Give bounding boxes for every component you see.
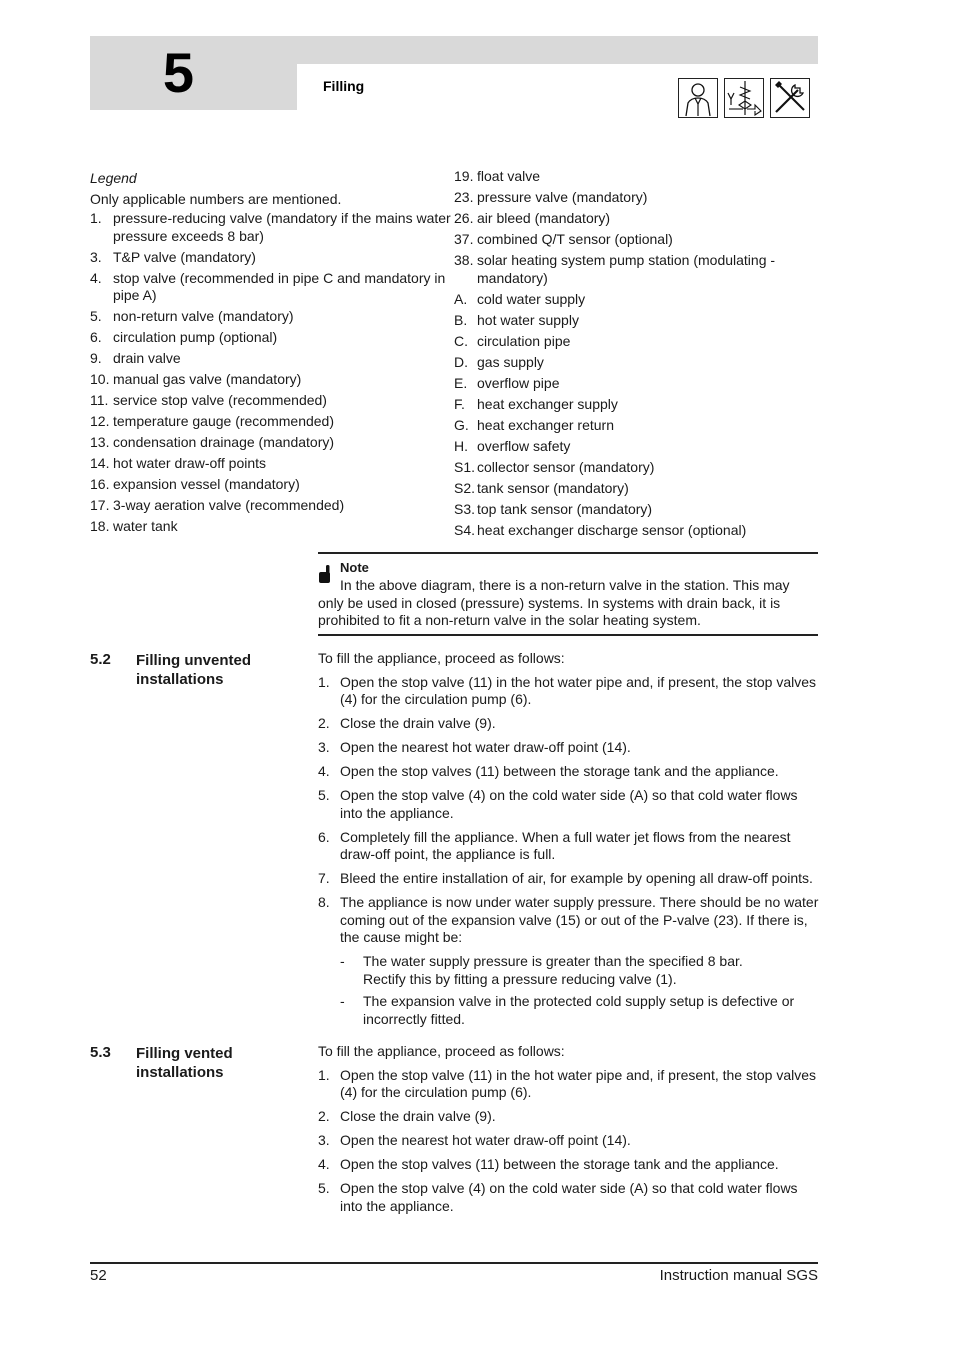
step-item-number: 5. — [318, 1180, 330, 1196]
legend-item-text: overflow pipe — [477, 374, 560, 391]
step-item — [318, 763, 820, 781]
legend-item-number: 6. — [90, 329, 102, 345]
service-tools-icon — [770, 78, 810, 118]
step-item-number: 4. — [318, 763, 330, 779]
legend-item-number: C. — [454, 332, 468, 349]
audience-icons — [678, 78, 810, 118]
page-number: 52 — [90, 1267, 107, 1284]
legend-item — [454, 252, 818, 287]
legend-item — [454, 459, 818, 477]
legend-item-number: D. — [454, 353, 468, 370]
sub-item-dash: - — [340, 993, 345, 1009]
step-item-text: The appliance is now under water supply pressure. There should be no water coming out of the expansion valve (15) or out of the P-valve (23). If there is, the cause might be: — [340, 894, 819, 945]
legend-item-text: stop valve (recommended in pipe C and mandatory in pipe A) — [113, 269, 446, 303]
step-item — [318, 1156, 820, 1174]
legend-item-number: 12. — [90, 413, 110, 429]
legend-item-number: 13. — [90, 434, 110, 450]
step-item-text: Open the nearest hot water draw-off point (14). — [340, 739, 631, 755]
legend-intro: Only applicable numbers are mentioned. — [90, 191, 342, 207]
legend-left-column — [90, 168, 452, 539]
legend-item — [454, 501, 818, 519]
legend-item — [90, 350, 452, 368]
section-5-2-intro: To fill the appliance, proceed as follows: — [318, 650, 565, 666]
legend-item — [454, 210, 818, 228]
legend-item-text: tank sensor (mandatory) — [477, 479, 629, 496]
legend-right-column — [454, 168, 818, 543]
section-5-3-number: 5.3 — [90, 1044, 111, 1061]
legend-item — [90, 518, 452, 536]
step-item-number: 3. — [318, 739, 330, 755]
legend-item — [454, 396, 818, 414]
section-5-3-steps — [318, 1067, 820, 1216]
legend-item — [90, 249, 452, 267]
legend-item — [454, 312, 818, 330]
step-item-text: Open the stop valve (11) in the hot water pipe and, if present, the stop valves (4) for the circulation pump (6). — [340, 673, 817, 707]
legend-item — [454, 354, 818, 372]
legend-item-text: pressure valve (mandatory) — [477, 189, 648, 205]
legend-item-text: heat exchanger discharge sensor (optional) — [477, 521, 747, 538]
step-item-number: 6. — [318, 828, 330, 845]
legend-item — [454, 231, 818, 249]
step-item — [318, 1067, 820, 1102]
legend-item-number: S2. — [454, 479, 476, 496]
step-item — [318, 674, 820, 709]
legend-item-text: float valve — [477, 168, 541, 184]
step-item — [318, 829, 820, 864]
legend-item-number: 1. — [90, 210, 102, 226]
note-line-3: prohibited to fit a non-return valve in the solar heating system. — [318, 612, 701, 628]
step-item-text: Open the nearest hot water draw-off point (14). — [340, 1132, 631, 1148]
legend-item-text: circulation pump (optional) — [113, 329, 278, 345]
step-item — [318, 870, 820, 888]
step-item-number: 1. — [318, 1066, 330, 1083]
legend-item — [90, 392, 452, 410]
legend-item-number: E. — [454, 374, 468, 391]
step-item-text: Open the stop valve (11) in the hot water pipe and, if present, the stop valves (4) for the circulation pump (6). — [340, 1066, 817, 1100]
step-item-number: 2. — [318, 1108, 330, 1124]
step-item — [318, 787, 820, 822]
legend-item-number: F. — [454, 395, 465, 412]
section-5-2-steps — [318, 674, 820, 947]
legend-item — [454, 375, 818, 393]
legend-item — [454, 291, 818, 309]
legend-item-number: H. — [454, 437, 468, 454]
step-item-number: 1. — [318, 673, 330, 690]
chapter-number: 5 — [162, 41, 195, 104]
legend-item-text: overflow safety — [477, 437, 571, 454]
legend-item — [454, 189, 818, 207]
step-item-text: Close the drain valve (9). — [340, 1108, 496, 1124]
legend-item-number: 9. — [90, 350, 102, 366]
step-item — [318, 894, 820, 947]
section-5-3-body — [318, 1043, 820, 1222]
sub-item — [340, 953, 820, 988]
section-5-2-subitems — [318, 953, 820, 1028]
legend-item-text: circulation pipe — [477, 332, 571, 349]
legend-item — [90, 329, 452, 347]
legend-item-text: gas supply — [477, 353, 544, 370]
sub-item-text — [363, 953, 820, 988]
legend-item-number: 11. — [90, 392, 109, 408]
legend-item-number: 3. — [90, 248, 102, 265]
legend-item-number: 14. — [90, 455, 110, 471]
sub-item-dash: - — [340, 953, 345, 969]
legend-item — [454, 168, 818, 186]
legend-item — [90, 308, 452, 326]
section-5-3-title: Filling vented installations — [136, 1045, 233, 1081]
legend-item-number: 19. — [454, 168, 474, 184]
step-item — [318, 739, 820, 757]
note-line-1: In the above diagram, there is a non-return valve in the station. This may — [340, 577, 790, 593]
legend-item-text: expansion vessel (mandatory) — [113, 476, 300, 492]
step-item-text: Open the stop valves (11) between the storage tank and the appliance. — [340, 763, 779, 779]
legend-item-number: 18. — [90, 518, 110, 534]
legend-item-text: cold water supply — [477, 290, 586, 307]
section-5-2-number: 5.2 — [90, 651, 111, 668]
legend-item-text: T&P valve (mandatory) — [113, 248, 256, 265]
step-item-number: 2. — [318, 715, 330, 731]
note-line-2: only be used in closed (pressure) systems. In systems with drain back, it is — [318, 594, 781, 611]
step-item-text: Open the stop valves (11) between the storage tank and the appliance. — [340, 1156, 779, 1172]
legend-item — [454, 333, 818, 351]
legend-item — [90, 455, 452, 473]
legend-item-number: 4. — [90, 269, 102, 286]
legend-item-text: solar heating system pump station (modulating - mandatory) — [477, 252, 776, 286]
legend-item-number: 16. — [90, 476, 110, 492]
step-item — [318, 1180, 820, 1215]
legend-item-text: hot water draw-off points — [113, 455, 267, 471]
step-item-number: 4. — [318, 1156, 330, 1172]
legend-title: Legend — [90, 170, 137, 186]
legend-item-text: manual gas valve (mandatory) — [113, 371, 302, 387]
step-item-text: Close the drain valve (9). — [340, 715, 496, 731]
legend-item-number: A. — [454, 290, 468, 307]
legend-item-text: heat exchanger supply — [477, 395, 618, 412]
installer-valve-icon — [724, 78, 764, 118]
legend-item — [90, 476, 452, 494]
step-item — [318, 715, 820, 733]
step-item — [318, 1132, 820, 1150]
note-text — [318, 577, 818, 630]
legend-right-list — [454, 168, 818, 539]
legend-item — [454, 480, 818, 498]
legend-item-number: 26. — [454, 210, 474, 226]
legend-item-number: S4. — [454, 521, 476, 538]
legend-item-number: 38. — [454, 252, 474, 268]
legend-item-number: S3. — [454, 500, 476, 517]
section-5-3-intro: To fill the appliance, proceed as follows: — [318, 1043, 565, 1059]
sub-item-line-2: Rectify this by fitting a pressure reducing valve (1). — [363, 970, 677, 987]
legend-item-text: 3-way aeration valve (recommended) — [113, 497, 345, 513]
legend-item-text: collector sensor (mandatory) — [477, 458, 655, 475]
legend-item — [90, 497, 452, 515]
legend-item — [90, 413, 452, 431]
legend-item-text: water tank — [113, 518, 178, 534]
legend-item-text: non-return valve (mandatory) — [113, 308, 294, 324]
legend-item — [90, 270, 452, 305]
legend-item-number: S1. — [454, 458, 476, 475]
step-item-number: 8. — [318, 894, 330, 910]
step-item-number: 3. — [318, 1132, 330, 1148]
legend-item — [454, 438, 818, 456]
legend-item — [90, 210, 452, 245]
legend-item — [90, 434, 452, 452]
legend-item-text: condensation drainage (mandatory) — [113, 434, 335, 450]
user-icon — [678, 78, 718, 118]
legend-item-text: drain valve — [113, 350, 181, 366]
legend-item-text: top tank sensor (mandatory) — [477, 500, 653, 517]
legend-item-number: 10. — [90, 371, 110, 387]
legend-item-text: pressure-reducing valve (mandatory if the mains water pressure exceeds 8 bar) — [113, 210, 451, 244]
step-item — [318, 1108, 820, 1126]
sub-item-line-1: The expansion valve in the protected cold supply setup is defective or incorrectly fitted. — [363, 993, 795, 1027]
footer-rule — [90, 1262, 818, 1264]
document-title: Instruction manual SGS — [659, 1267, 818, 1284]
legend-item — [90, 371, 452, 389]
legend-item-text: hot water supply — [477, 311, 579, 328]
legend-item-number: 23. — [454, 189, 474, 205]
legend-item-number: G. — [454, 416, 469, 433]
legend-left-list — [90, 210, 452, 536]
legend-item-text: combined Q/T sensor (optional) — [477, 231, 673, 247]
sub-item-line-1: The water supply pressure is greater than the specified 8 bar. — [363, 953, 743, 969]
step-item-number: 5. — [318, 787, 330, 803]
legend-item-text: air bleed (mandatory) — [477, 210, 611, 226]
chapter-title: Filling — [323, 78, 365, 94]
legend-item — [454, 417, 818, 435]
legend-item-number: 5. — [90, 308, 102, 324]
legend-item — [454, 522, 818, 540]
legend-item-text: temperature gauge (recommended) — [113, 413, 335, 429]
sub-item — [340, 993, 820, 1028]
step-item-text: Open the stop valve (4) on the cold water side (A) so that cold water flows into the appliance. — [340, 1180, 798, 1214]
legend-item-number: 37. — [454, 231, 474, 247]
step-item-text: Bleed the entire installation of air, for example by opening all draw-off points. — [340, 870, 813, 886]
step-item-number: 7. — [318, 870, 330, 886]
step-item-text: Completely fill the appliance. When a full water jet flows from the nearest draw-off point, the appliance is full. — [340, 828, 791, 862]
note-title: Note — [340, 560, 369, 575]
note-box — [318, 552, 818, 636]
step-item-text: Open the stop valve (4) on the cold water side (A) so that cold water flows into the appliance. — [340, 787, 798, 821]
legend-item-number: 17. — [90, 497, 110, 513]
section-5-2-body — [318, 650, 820, 1033]
sub-item-text — [363, 993, 820, 1028]
section-5-2-title: Filling unvented installations — [136, 652, 251, 688]
legend-item-number: B. — [454, 311, 468, 328]
legend-item-text: service stop valve (recommended) — [113, 392, 327, 408]
legend-item-text: heat exchanger return — [477, 416, 614, 433]
